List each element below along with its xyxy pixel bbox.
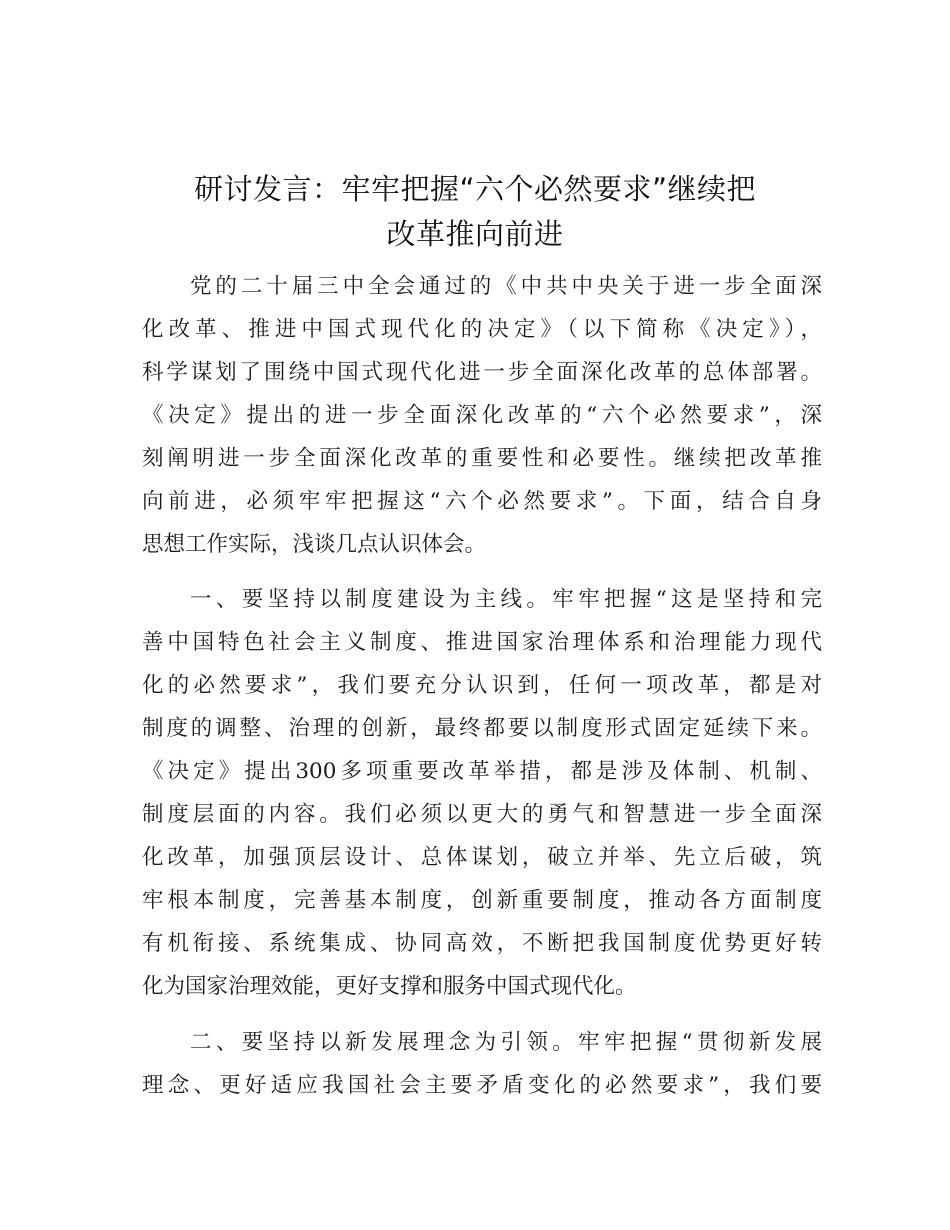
document-title-line-1: 研讨发言：牢牢把握“六个必然要求”继续把 <box>193 172 757 206</box>
paragraph-2-line: 化改革，加强顶层设计、总体谋划，破立并举、先立后破，筑 <box>142 845 822 870</box>
paragraph-1-line: 党的二十届三中全会通过的《中共中央关于进一步全面深 <box>190 274 822 299</box>
document-title-line-2: 改革推向前进 <box>386 217 564 251</box>
paragraph-2-line: 善中国特色社会主义制度、推进国家治理体系和治理能力现代 <box>142 630 822 655</box>
paragraph-2-line: 化的必然要求”，我们要充分认识到，任何一项改革，都是对 <box>142 673 822 698</box>
paragraph-2-line: 牢根本制度，完善基本制度，创新重要制度，推动各方面制度 <box>142 888 822 913</box>
paragraph-3-line: 理念、更好适应我国社会主要矛盾变化的必然要求”，我们要 <box>142 1073 822 1098</box>
paragraph-1-line: 向前进，必须牢牢把握这“六个必然要求”。下面，结合自身 <box>142 489 822 514</box>
paragraph-2-line: 制度层面的内容。我们必须以更大的勇气和智慧进一步全面深 <box>142 802 822 827</box>
paragraph-2-line: 一、要坚持以制度建设为主线。牢牢把握“这是坚持和完 <box>190 587 822 612</box>
paragraph-2-line: 制度的调整、治理的创新，最终都要以制度形式固定延续下来。 <box>142 716 822 741</box>
paragraph-1-line: 刻阐明进一步全面深化改革的重要性和必要性。继续把改革推 <box>142 446 822 471</box>
paragraph-2-line: 化为国家治理效能，更好支撑和服务中国式现代化。 <box>142 974 637 999</box>
paragraph-2-line: 《决定》提出300多项重要改革举措，都是涉及体制、机制、 <box>142 759 822 784</box>
paragraph-1-line: 科学谋划了围绕中国式现代化进一步全面深化改革的总体部署。 <box>142 360 822 385</box>
paragraph-1-line: 化改革、推进中国式现代化的决定》（以下简称《决定》）， <box>142 317 822 342</box>
paragraph-2-line: 有机衔接、系统集成、协同高效，不断把我国制度优势更好转 <box>142 931 822 956</box>
paragraph-3-line: 二、要坚持以新发展理念为引领。牢牢把握“贯彻新发展 <box>190 1030 822 1055</box>
paragraph-1-line: 《决定》提出的进一步全面深化改革的“六个必然要求”，深 <box>142 403 822 428</box>
paragraph-1-line: 思想工作实际，浅谈几点认识体会。 <box>142 532 487 557</box>
